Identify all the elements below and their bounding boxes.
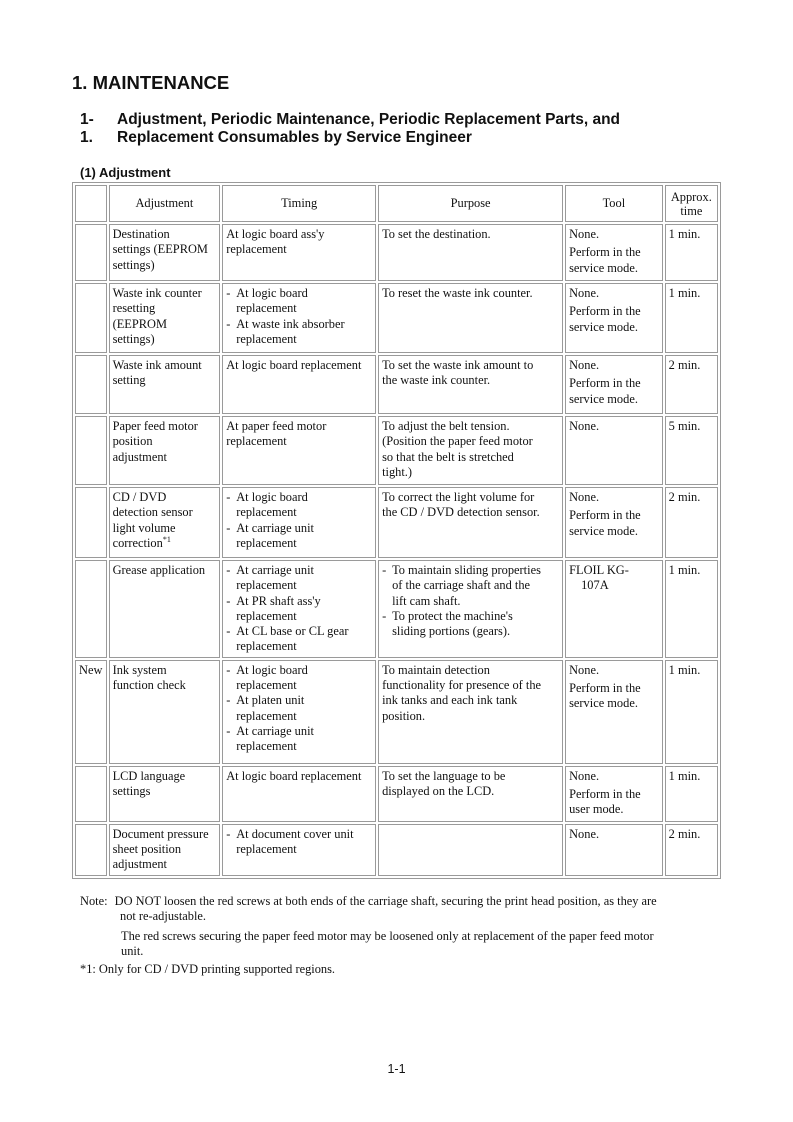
timing-bullet [226, 563, 372, 594]
footnote: *1: Only for CD / DVD printing supported regions. [80, 962, 336, 976]
adjustment-cell [109, 416, 221, 485]
adjustment-text: settings [112, 784, 151, 799]
purpose-cell [378, 487, 563, 558]
adjustment-text: Ink system [112, 662, 167, 677]
purpose-line: tight.) [382, 464, 413, 479]
adjustment-text: LCD language [112, 768, 186, 783]
header-approx-time [665, 185, 718, 222]
timing-line: replacement [236, 301, 297, 316]
adjustment-text: settings) [112, 257, 155, 272]
adjustment-text: Paper feed motor [112, 419, 198, 433]
header-timing: Timing [222, 185, 376, 222]
tool-name: None. [569, 490, 600, 504]
timing-line: - At logic board [236, 490, 308, 504]
table-row [75, 824, 718, 876]
header-time-line: time [680, 203, 703, 218]
purpose-line: position. [382, 708, 426, 723]
purpose-line: To maintain detection [382, 662, 490, 677]
tool-name: None. [569, 768, 600, 783]
table-caption: (1) Adjustment [80, 165, 171, 180]
purpose-cell [378, 766, 563, 822]
tool-note-line: Perform in the [569, 508, 641, 523]
purpose-cell [378, 824, 563, 876]
tool-note-line: service mode. [569, 391, 638, 406]
subsection-title-line: Replacement Consumables by Service Engineer [117, 129, 472, 146]
timing-cell [222, 824, 376, 876]
timing-cell [222, 660, 376, 764]
adjustment-cell [109, 224, 221, 281]
adjustment-text: sheet position [112, 842, 182, 857]
note-1 [80, 894, 657, 924]
timing-line: - At platen unit [236, 693, 305, 708]
timing-line: replacement [236, 331, 297, 346]
tool-note-line: Perform in the [569, 376, 641, 391]
table-row [75, 560, 718, 658]
note-2-text: The red screws securing the paper feed motor may be loosened only at replacement of the paper feed motor [121, 929, 654, 943]
tool-cell [565, 355, 663, 414]
tool-name: None. [569, 662, 600, 677]
timing-line: replacement [236, 842, 297, 857]
approx-time-cell: 1 min. [665, 283, 718, 353]
purpose-cell [378, 224, 563, 281]
timing-bullet [226, 827, 372, 858]
purpose-bullet [382, 563, 559, 609]
purpose-line: To set the destination. [382, 227, 491, 241]
purpose-line: so that the belt is stretched [382, 449, 514, 464]
note-label: Note: [80, 894, 108, 908]
tool-cell [565, 283, 663, 353]
adjustment-line [113, 450, 217, 465]
adjustment-cell [109, 660, 221, 764]
tool-name: None. [569, 358, 600, 372]
adjustment-text: Document pressure [112, 826, 209, 841]
timing-cell [222, 283, 376, 353]
adjustment-line [113, 419, 217, 434]
tool-name: None. [569, 826, 600, 841]
timing-bullet [226, 490, 372, 521]
timing-line: replacement [236, 678, 297, 693]
timing-line: - At carriage unit [236, 723, 314, 738]
adjustment-line [113, 286, 217, 301]
timing-bullet [226, 317, 372, 348]
adjustment-text: adjustment [112, 449, 167, 464]
approx-time-cell: 2 min. [665, 487, 718, 558]
approx-time-cell: 2 min. [665, 824, 718, 876]
adjustment-line [113, 663, 217, 678]
adjustment-line [113, 358, 217, 373]
purpose-line: To adjust the belt tension. [382, 419, 510, 433]
timing-bullet [226, 663, 372, 694]
tool-note [569, 508, 659, 539]
purpose-line: lift cam shaft. [392, 593, 461, 608]
timing-bullet [226, 724, 372, 755]
timing-line: replacement [236, 608, 297, 623]
purpose-cell [378, 660, 563, 764]
adjustment-line [113, 784, 217, 799]
adjustment-text: adjustment [112, 857, 167, 872]
adjustment-cell [109, 766, 221, 822]
adjustment-text: settings) [112, 331, 155, 346]
adjustment-line [113, 827, 217, 842]
adjustment-text: (EEPROM [112, 316, 167, 331]
timing-line: At logic board replacement [226, 358, 362, 372]
adjustment-line [113, 317, 217, 332]
approx-time-cell: 1 min. [665, 766, 718, 822]
tool-note [569, 376, 659, 407]
tool-note-line: Perform in the [569, 245, 641, 260]
tool-note-line: Perform in the [569, 681, 641, 696]
timing-line: replacement [236, 578, 297, 593]
adjustment-table [72, 182, 721, 879]
tool-cell [565, 766, 663, 822]
tool-cell [565, 560, 663, 658]
tool-note-line: service mode. [569, 319, 638, 334]
purpose-line: To set the waste ink amount to [382, 358, 534, 372]
timing-bullet [226, 521, 372, 552]
table-row [75, 660, 718, 764]
purpose-line: the waste ink counter. [382, 373, 491, 388]
tool-cell [565, 487, 663, 558]
timing-bullet [226, 624, 372, 655]
timing-line: replacement [236, 639, 297, 654]
tool-note [569, 304, 659, 335]
timing-bullet [226, 286, 372, 317]
timing-line: - At document cover unit [236, 826, 354, 841]
approx-time-cell: 5 min. [665, 416, 718, 485]
adjustment-line [113, 563, 217, 578]
adjustment-line [113, 227, 217, 242]
purpose-bullet [382, 609, 559, 640]
adjustment-text: position [112, 434, 153, 449]
adjustment-line [113, 490, 217, 505]
approx-time-cell: 1 min. [665, 660, 718, 764]
adjustment-text: Waste ink counter [112, 286, 202, 300]
adjustment-cell [109, 824, 221, 876]
timing-line: - At logic board [236, 286, 308, 300]
adjustment-cell [109, 355, 221, 414]
timing-line: - At carriage unit [236, 563, 314, 577]
timing-bullet [226, 693, 372, 724]
adjustment-line [113, 857, 217, 872]
purpose-line: - To maintain sliding properties [392, 563, 541, 577]
tool-cell [565, 224, 663, 281]
table-row [75, 487, 718, 558]
adjustment-text: setting [112, 373, 146, 388]
subsection-number: 1-1. [80, 111, 94, 146]
row-mark-cell [75, 355, 107, 414]
table-row [75, 283, 718, 353]
adjustment-cell [109, 560, 221, 658]
table-row [75, 224, 718, 281]
row-mark-cell [75, 766, 107, 822]
adjustment-line [113, 332, 217, 347]
timing-bullet [226, 594, 372, 625]
timing-line: - At carriage unit [236, 520, 314, 535]
timing-line: replacement [236, 708, 297, 723]
adjustment-cell [109, 487, 221, 558]
timing-line: replacement [226, 434, 287, 449]
purpose-cell [378, 416, 563, 485]
tool-note-line: service mode. [569, 696, 638, 711]
timing-line: replacement [226, 242, 287, 257]
timing-line: At logic board ass'y [226, 227, 325, 241]
purpose-line: ink tanks and each ink tank [382, 693, 518, 708]
header-mark [75, 185, 107, 222]
tool-note-line: user mode. [569, 802, 624, 817]
table-row [75, 355, 718, 414]
adjustment-text: Grease application [112, 563, 206, 577]
purpose-line: - To protect the machine's [392, 608, 513, 623]
adjustment-line [113, 678, 217, 693]
adjustment-text: Destination [112, 227, 170, 241]
purpose-line: displayed on the LCD. [382, 784, 495, 799]
row-mark-cell [75, 224, 107, 281]
adjustment-line [113, 301, 217, 316]
adjustment-text: resetting [112, 301, 156, 316]
row-mark-cell: New [75, 660, 107, 764]
header-purpose: Purpose [378, 185, 563, 222]
adjustment-text: detection sensor [112, 505, 193, 520]
adjustment-line [113, 505, 217, 520]
header-tool: Tool [565, 185, 663, 222]
timing-cell [222, 560, 376, 658]
tool-name: FLOIL KG- [569, 563, 629, 577]
adjustment-text: correction [112, 535, 163, 550]
adjustment-line [113, 769, 217, 784]
adjustment-line [113, 536, 217, 551]
timing-cell [222, 416, 376, 485]
adjustment-cell [109, 283, 221, 353]
note-1-text-cont: not re-adjustable. [120, 909, 207, 923]
purpose-line: To correct the light volume for [382, 490, 535, 504]
table-row [75, 766, 718, 822]
adjustment-line [113, 842, 217, 857]
timing-line: - At PR shaft ass'y [236, 593, 321, 608]
tool-cell [565, 660, 663, 764]
timing-line: - At logic board [236, 662, 308, 677]
timing-line: At logic board replacement [226, 768, 362, 783]
purpose-line: (Position the paper feed motor [382, 434, 533, 449]
adjustment-text: function check [112, 678, 186, 693]
timing-cell [222, 766, 376, 822]
tool-note-line: service mode. [569, 523, 638, 538]
timing-line: replacement [236, 739, 297, 754]
tool-note [569, 245, 659, 276]
page-number: 1-1 [387, 1062, 406, 1076]
note-1-text: DO NOT loosen the red screws at both ends of the carriage shaft, securing the print head position, as they are [114, 894, 657, 908]
adjustment-line [113, 242, 217, 257]
purpose-cell [378, 283, 563, 353]
timing-line: - At CL base or CL gear [236, 624, 349, 639]
adjustment-text: light volume [112, 520, 176, 535]
adjustment-line [113, 434, 217, 449]
subsection-title-line: Adjustment, Periodic Maintenance, Periodic Replacement Parts, and [117, 111, 621, 128]
header-time-line: Approx. [670, 189, 712, 204]
tool-note-line: service mode. [569, 260, 638, 275]
tool-cell [565, 824, 663, 876]
timing-cell [222, 355, 376, 414]
tool-name: None. [569, 286, 600, 300]
footnote-marker: *1 [162, 534, 171, 544]
adjustment-line [113, 373, 217, 388]
timing-line: replacement [236, 505, 297, 520]
section-title: 1. MAINTENANCE [72, 72, 230, 93]
purpose-line: sliding portions (gears). [392, 624, 511, 639]
tool-cell [565, 416, 663, 485]
adjustment-text: CD / DVD [112, 490, 167, 504]
purpose-line: To set the language to be [382, 768, 506, 783]
note-2 [121, 929, 654, 959]
approx-time-cell: 2 min. [665, 355, 718, 414]
purpose-cell [378, 560, 563, 658]
table-row [75, 416, 718, 485]
timing-line: replacement [236, 535, 297, 550]
row-mark-cell [75, 560, 107, 658]
adjustment-text: settings (EEPROM [112, 242, 208, 257]
timing-cell [222, 224, 376, 281]
purpose-line: To reset the waste ink counter. [382, 286, 533, 300]
tool-name-cont: 107A [581, 578, 609, 593]
purpose-line: of the carriage shaft and the [392, 578, 531, 593]
purpose-line: functionality for presence of the [382, 678, 542, 693]
purpose-cell [378, 355, 563, 414]
timing-line: At paper feed motor [226, 419, 327, 433]
table-header-row [75, 185, 718, 222]
subsection-title-text [117, 111, 677, 147]
tool-note-line: Perform in the [569, 304, 641, 319]
row-mark-cell [75, 416, 107, 485]
timing-line: - At waste ink absorber [236, 316, 345, 331]
approx-time-cell: 1 min. [665, 224, 718, 281]
timing-cell [222, 487, 376, 558]
row-mark-cell [75, 487, 107, 558]
row-mark-cell [75, 283, 107, 353]
tool-name: None. [569, 419, 600, 433]
purpose-line: the CD / DVD detection sensor. [382, 505, 540, 520]
adjustment-text: Waste ink amount [112, 358, 202, 372]
adjustment-line [113, 258, 217, 273]
tool-name: None. [569, 227, 600, 241]
row-mark-cell [75, 824, 107, 876]
adjustment-line [113, 521, 217, 536]
note-2-text-cont: unit. [121, 944, 144, 958]
header-adjustment: Adjustment [109, 185, 221, 222]
tool-note-line: Perform in the [569, 787, 641, 802]
approx-time-cell: 1 min. [665, 560, 718, 658]
tool-note [569, 787, 659, 818]
tool-note [569, 681, 659, 712]
